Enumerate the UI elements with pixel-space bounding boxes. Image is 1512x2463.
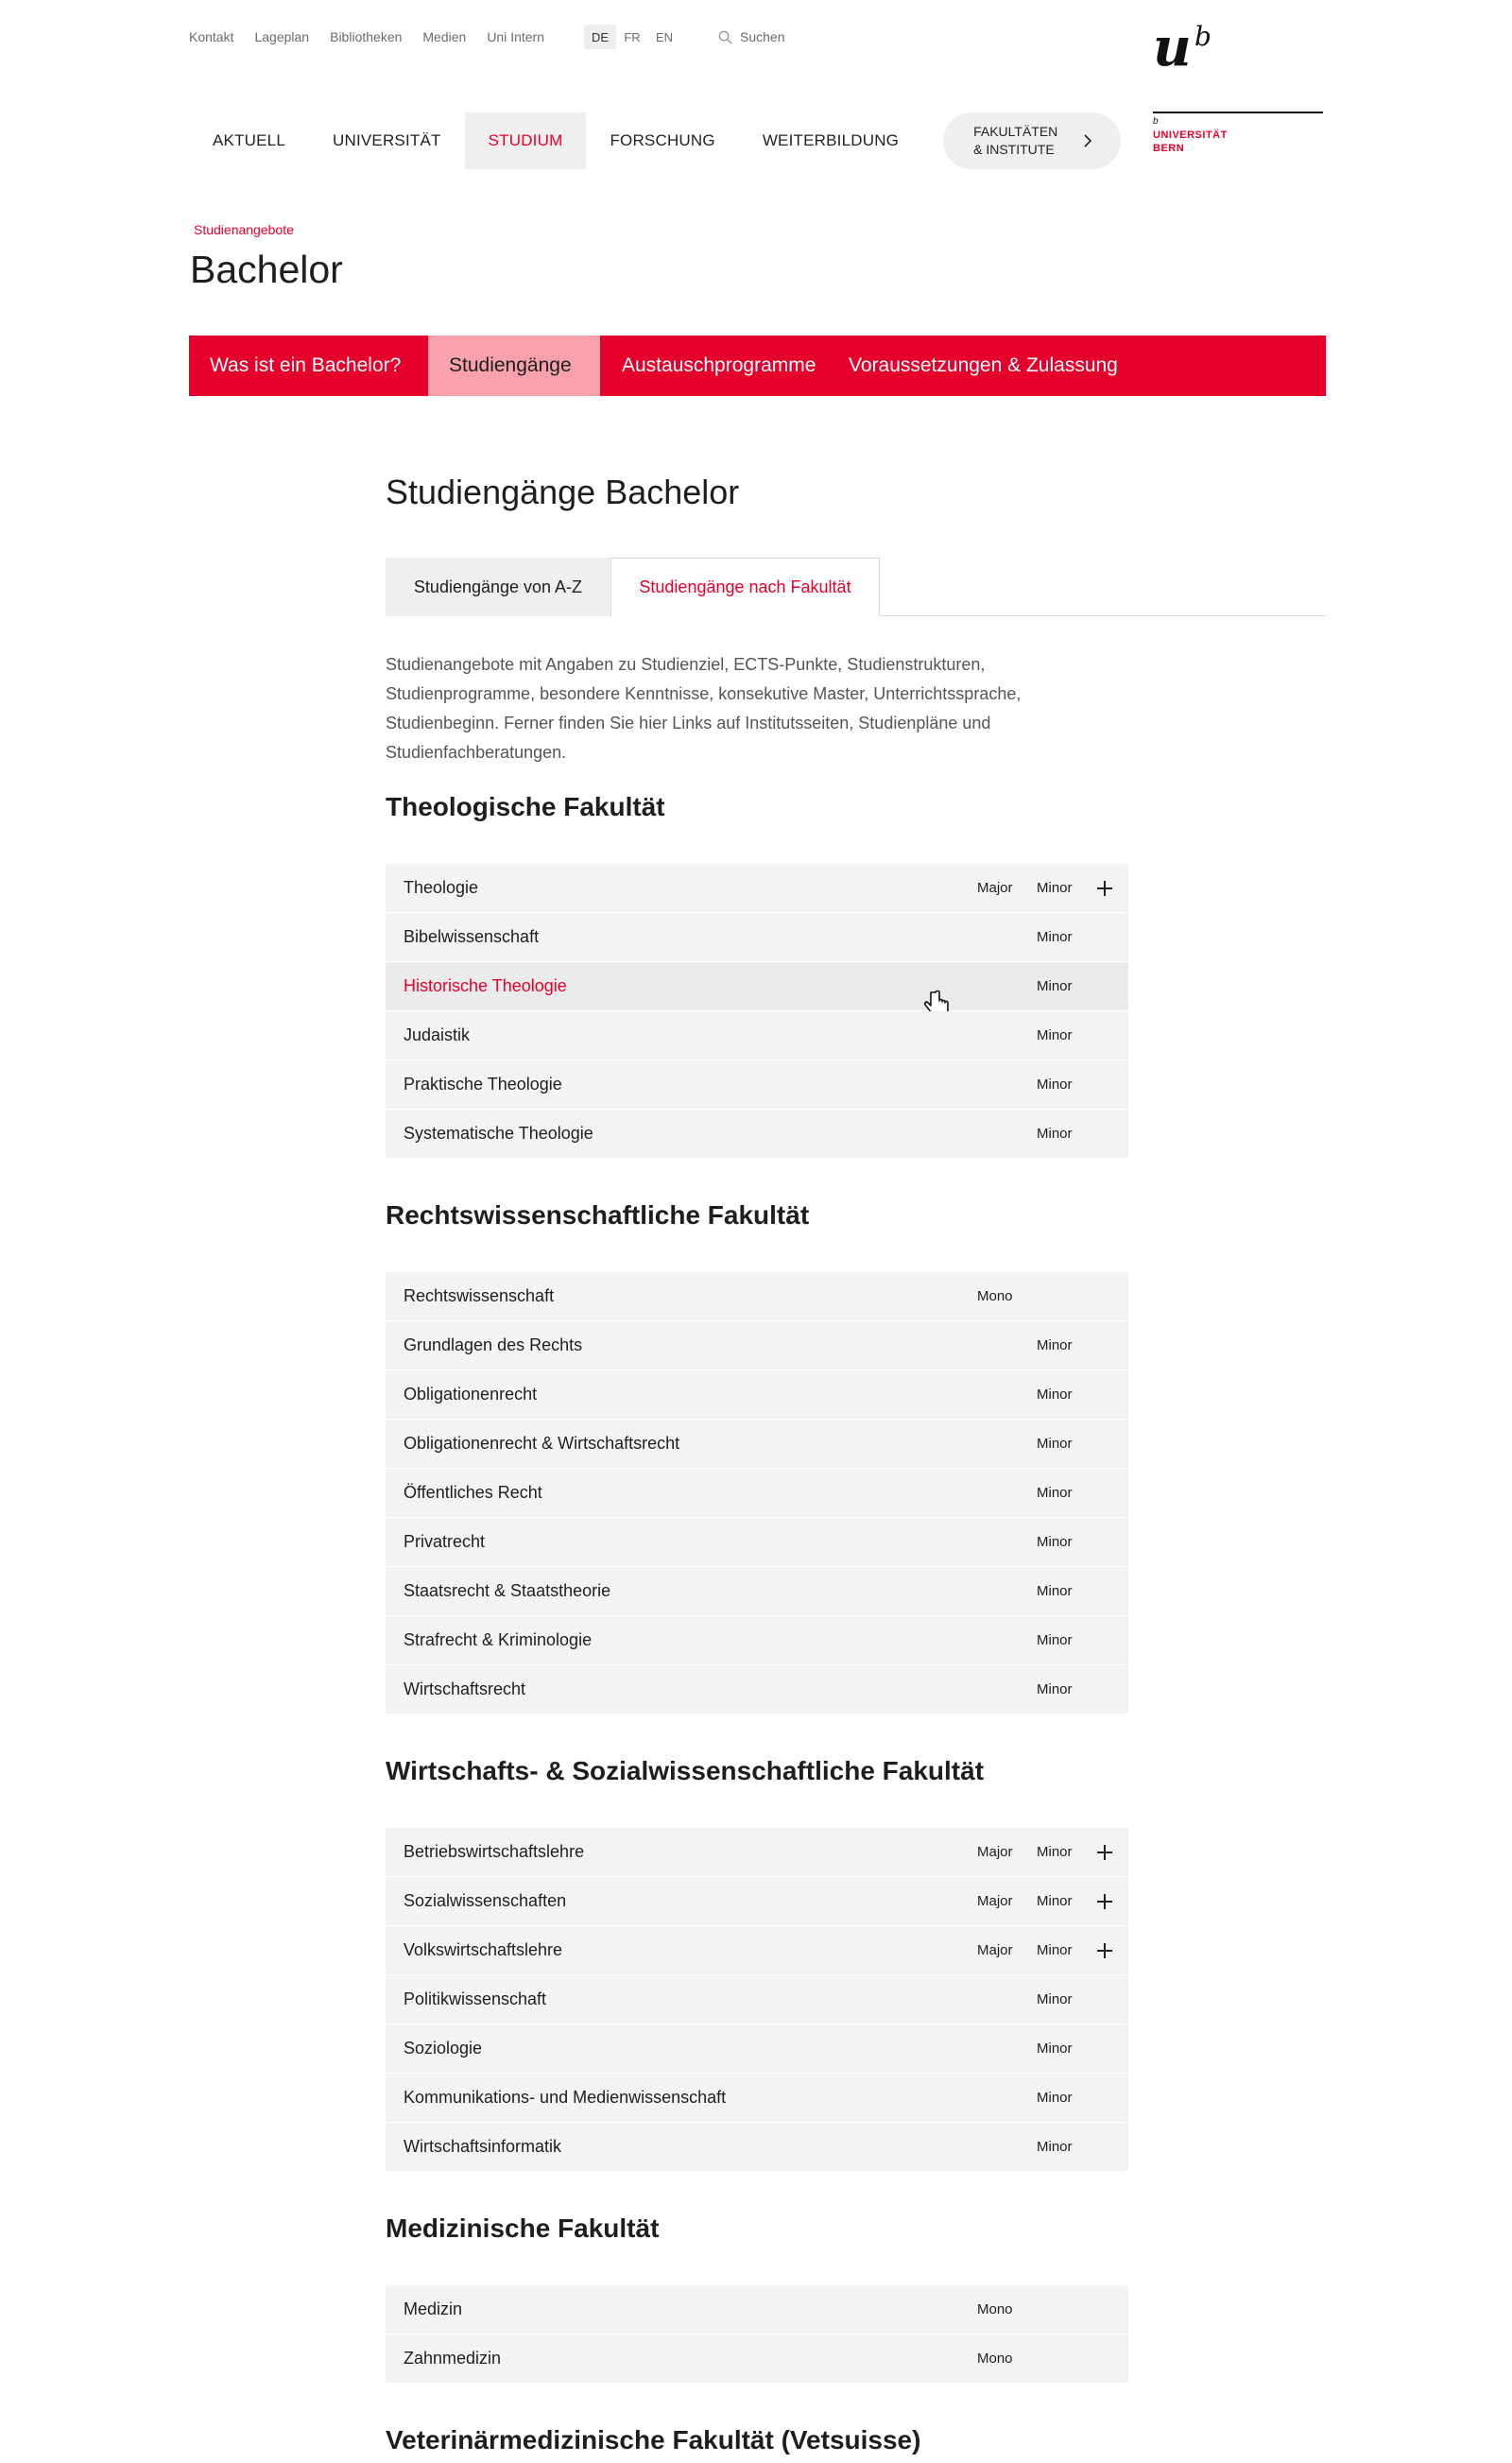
program-name[interactable]: Rechtswissenschaft [404,1286,555,1305]
program-major-label: Mono [977,2301,1013,2317]
program-row[interactable] [386,1567,1128,1616]
faculties-institutes-button[interactable] [943,112,1121,169]
program-minor-label: Minor [1037,1485,1073,1501]
program-name[interactable]: Judaistik [404,1025,471,1044]
page-title: Bachelor [190,248,343,291]
tab-nach-fakultaet[interactable]: Studiengänge nach Fakultät [610,558,880,616]
program-name[interactable]: Obligationenrecht & Wirtschaftsrecht [404,1434,680,1453]
breadcrumb[interactable]: Studienangebote [194,222,294,237]
logo-small-b: b [1153,116,1159,127]
main-content [386,473,1326,2463]
program-minor-label: Minor [1037,2139,1073,2155]
topbar-link-lageplan[interactable]: Lageplan [254,29,310,44]
program-minor-label: Minor [1037,978,1073,994]
logo-wordmark [1153,129,1228,155]
logo-superscript: b [1194,21,1211,52]
program-major-label: Mono [977,1288,1013,1304]
program-row[interactable] [386,1975,1128,2024]
language-fr[interactable]: FR [624,29,641,44]
program-name[interactable]: Theologie [404,878,479,897]
program-name[interactable]: Kommunikations- und Medienwissenschaft [404,2088,727,2107]
program-row[interactable] [386,1877,1128,1926]
program-row[interactable] [386,2285,1128,2334]
program-name[interactable]: Volkswirtschaftslehre [404,1940,563,1959]
program-row[interactable] [386,1420,1128,1469]
subnav-item-voraussetzungen[interactable]: Voraussetzungen & Zulassung [849,354,1118,376]
program-row[interactable] [386,1469,1128,1518]
program-row[interactable] [386,1665,1128,1714]
program-minor-label: Minor [1037,2041,1073,2057]
program-name[interactable]: Politikwissenschaft [404,1989,547,2008]
nav-item-forschung[interactable]: FORSCHUNG [610,131,715,149]
program-major-label: Major [977,1893,1013,1909]
nav-item-studium[interactable]: STUDIUM [465,112,587,169]
program-minor-label: Minor [1037,1387,1073,1403]
program-name[interactable]: Grundlagen des Rechts [404,1335,583,1354]
faculties-label-line1: FAKULTÄTEN [973,124,1058,139]
program-minor-label: Minor [1037,1893,1073,1909]
faculties-label [973,123,1057,159]
program-major-label: Major [977,1844,1013,1860]
program-name[interactable]: Bibelwissenschaft [404,927,540,946]
faculties-label-line2: & INSTITUTE [973,142,1055,157]
program-list [386,1272,1128,1714]
language-switcher [584,25,680,49]
subnav-item-was-ist-ein-bachelor[interactable]: Was ist ein Bachelor? [210,354,402,376]
program-major-label: Mono [977,2351,1013,2367]
program-row[interactable] [386,1060,1128,1110]
program-minor-label: Minor [1037,1076,1073,1093]
faculty-heading: Medizinische Fakultät [386,2213,660,2243]
program-name[interactable]: Privatrecht [404,1532,486,1551]
program-name[interactable]: Historische Theologie [404,976,567,995]
program-name[interactable]: Wirtschaftsrecht [404,1679,526,1698]
topbar-link-kontakt[interactable]: Kontakt [189,29,234,44]
program-row[interactable] [386,1518,1128,1567]
program-minor-label: Minor [1037,1632,1073,1648]
logo-wordmark-line2: BERN [1153,143,1185,154]
program-row[interactable] [386,1616,1128,1665]
program-minor-label: Minor [1037,929,1073,945]
section-title: Studiengänge Bachelor [386,473,740,511]
program-name[interactable]: Öffentliches Recht [404,1483,542,1502]
logo-divider [1153,112,1323,113]
program-row[interactable] [386,1110,1128,1159]
program-row[interactable] [386,1828,1128,1877]
utility-bar [189,25,785,49]
program-major-label: Major [977,1942,1013,1958]
logo-letter: u [1153,16,1192,78]
program-minor-label: Minor [1037,1844,1073,1860]
logo-wordmark-line1: UNIVERSITÄT [1153,129,1228,141]
faculty-heading: Wirtschafts- & Sozialwissenschaftliche Fakultät [386,1756,985,1785]
main-navigation [189,112,1121,169]
faculty-heading: Rechtswissenschaftliche Fakultät [386,1200,810,1230]
program-list [386,2285,1128,2384]
section-subnav [189,336,1326,396]
topbar-link-medien[interactable]: Medien [422,29,467,44]
nav-item-weiterbildung[interactable]: WEITERBILDUNG [762,131,900,149]
language-en[interactable]: EN [655,29,674,44]
program-row[interactable] [386,1321,1128,1370]
program-minor-label: Minor [1037,880,1073,896]
program-row[interactable] [386,1011,1128,1060]
program-row[interactable] [386,2334,1128,2384]
program-row[interactable] [386,2123,1128,2172]
subnav-item-studiengaenge[interactable]: Studiengänge [428,336,600,396]
program-name[interactable]: Strafrecht & Kriminologie [404,1630,593,1649]
program-list [386,864,1128,1159]
program-row[interactable] [386,864,1128,913]
program-row[interactable] [386,1272,1128,1321]
plus-icon[interactable] [1096,1844,1113,1861]
program-minor-label: Minor [1037,1337,1073,1353]
program-name[interactable]: Systematische Theologie [404,1124,593,1143]
program-name[interactable]: Betriebswirtschaftslehre [404,1842,585,1861]
program-minor-label: Minor [1037,2090,1073,2106]
program-list [386,1828,1128,2172]
program-name[interactable]: Obligationenrecht [404,1385,538,1404]
tab-a-z[interactable]: Studiengänge von A-Z [386,558,610,616]
program-row[interactable] [386,962,1128,1011]
program-minor-label: Minor [1037,1991,1073,2007]
program-row[interactable] [386,2074,1128,2123]
topbar-link-uni-intern[interactable]: Uni Intern [487,29,545,44]
program-name[interactable]: Sozialwissenschaften [404,1891,567,1910]
program-row[interactable] [386,1370,1128,1420]
tab-bar [386,558,1326,616]
program-name[interactable]: Wirtschaftsinformatik [404,2137,562,2156]
nav-item-aktuell[interactable]: AKTUELL [213,131,285,149]
nav-item-universitaet[interactable]: UNIVERSITÄT [333,131,441,149]
program-row[interactable] [386,913,1128,962]
program-minor-label: Minor [1037,1681,1073,1697]
subnav-item-austauschprogramme[interactable]: Austauschprogramme [622,354,816,376]
chevron-right-icon [1081,133,1094,148]
search-button[interactable] [718,29,784,44]
program-name[interactable]: Staatsrecht & Staatstheorie [404,1581,611,1600]
plus-icon[interactable] [1096,880,1113,897]
program-minor-label: Minor [1037,1436,1073,1452]
intro-text: Studienangebote mit Angaben zu Studienziel, ECTS-Punkte, Studienstrukturen, Studienprogramme, besondere Kenntnisse, konsekutive Master, Unterrichtssprache, Studienbeginn. Ferner finden Sie hier Links auf Institutsseiten, Studienpläne und Studienfachberatungen. [386,655,1022,762]
program-name[interactable]: Zahnmedizin [404,2349,502,2368]
faculty-heading: Theologische Fakultät [386,792,665,821]
program-name[interactable]: Praktische Theologie [404,1075,562,1094]
search-icon [718,30,732,44]
plus-icon[interactable] [1096,1942,1113,1959]
university-logo[interactable] [1153,16,1323,158]
program-major-label: Major [977,880,1013,896]
program-minor-label: Minor [1037,1534,1073,1550]
program-minor-label: Minor [1037,1583,1073,1599]
program-name[interactable]: Soziologie [404,2039,483,2058]
search-label: Suchen [740,29,785,44]
faculty-heading: Veterinärmedizinische Fakultät (Vetsuisse) [386,2425,921,2454]
program-minor-label: Minor [1037,1027,1073,1043]
program-name[interactable]: Medizin [404,2299,463,2318]
plus-icon[interactable] [1096,1893,1113,1910]
language-de[interactable]: DE [584,25,616,49]
program-row[interactable] [386,1926,1128,1975]
topbar-link-bibliotheken[interactable]: Bibliotheken [330,29,403,44]
program-minor-label: Minor [1037,1126,1073,1142]
program-minor-label: Minor [1037,1942,1073,1958]
faculty-sections [386,792,1326,2463]
program-row[interactable] [386,2024,1128,2074]
